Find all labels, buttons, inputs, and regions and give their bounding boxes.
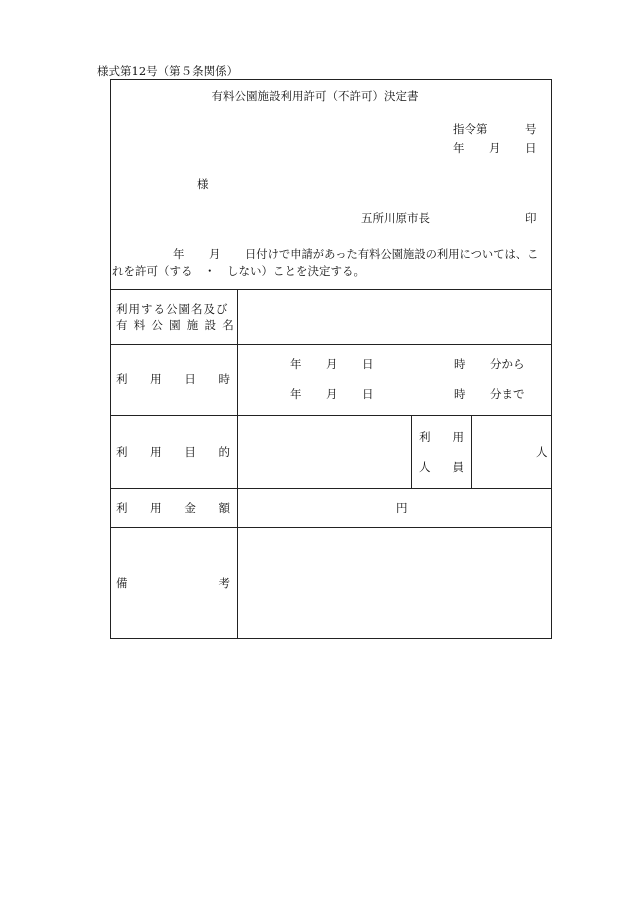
issue-date-day: 日	[525, 141, 537, 155]
from-day: 日	[362, 357, 374, 371]
to-month: 月	[326, 387, 338, 401]
to-minute-suffix: 分まで	[490, 387, 525, 401]
table-top-line	[110, 289, 552, 290]
from-year: 年	[290, 357, 302, 371]
row-divider-3	[110, 488, 552, 489]
remarks-label: 備 考	[116, 576, 230, 590]
row-divider-2	[110, 415, 552, 416]
row-divider-1	[110, 344, 552, 345]
to-day: 日	[362, 387, 374, 401]
addressee-suffix: 様	[197, 177, 209, 191]
facility-label-line1: 利用する公園名及び	[116, 302, 229, 316]
to-year: 年	[290, 387, 302, 401]
number-suffix: 号	[525, 122, 537, 136]
row-divider-4	[110, 527, 552, 528]
purpose-divider	[411, 415, 412, 488]
count-label-line1: 利 用	[419, 430, 464, 444]
from-month: 月	[326, 357, 338, 371]
to-hour: 時	[454, 387, 466, 401]
command-number-label: 指令第	[453, 122, 488, 136]
body-month: 月	[209, 247, 221, 261]
count-label-line2: 人 員	[419, 460, 464, 474]
fee-unit: 円	[396, 501, 408, 515]
count-unit: 人	[536, 445, 548, 459]
label-column-divider	[237, 289, 238, 639]
fee-label: 利 用 金 額	[116, 501, 230, 515]
purpose-label: 利 用 目 的	[116, 445, 230, 459]
facility-label-line2: 有料公園施設名	[116, 318, 240, 332]
from-hour: 時	[454, 357, 466, 371]
count-divider	[471, 415, 472, 488]
body-line2: れを許可（する ・ しない）ことを決定する。	[112, 264, 365, 278]
form-code: 様式第12号（第５条関係）	[97, 64, 239, 78]
body-year: 年	[173, 247, 185, 261]
document-title: 有料公園施設利用許可（不許可）決定書	[211, 89, 419, 103]
issue-date-year: 年	[453, 141, 465, 155]
issue-date-month: 月	[489, 141, 501, 155]
body-line1: 日付けで申請があった有料公園施設の利用については、こ	[245, 248, 539, 261]
from-minute-suffix: 分から	[490, 357, 525, 371]
seal-mark: 印	[525, 211, 537, 225]
issuer: 五所川原市長	[361, 211, 430, 225]
datetime-label: 利 用 日 時	[116, 372, 230, 386]
